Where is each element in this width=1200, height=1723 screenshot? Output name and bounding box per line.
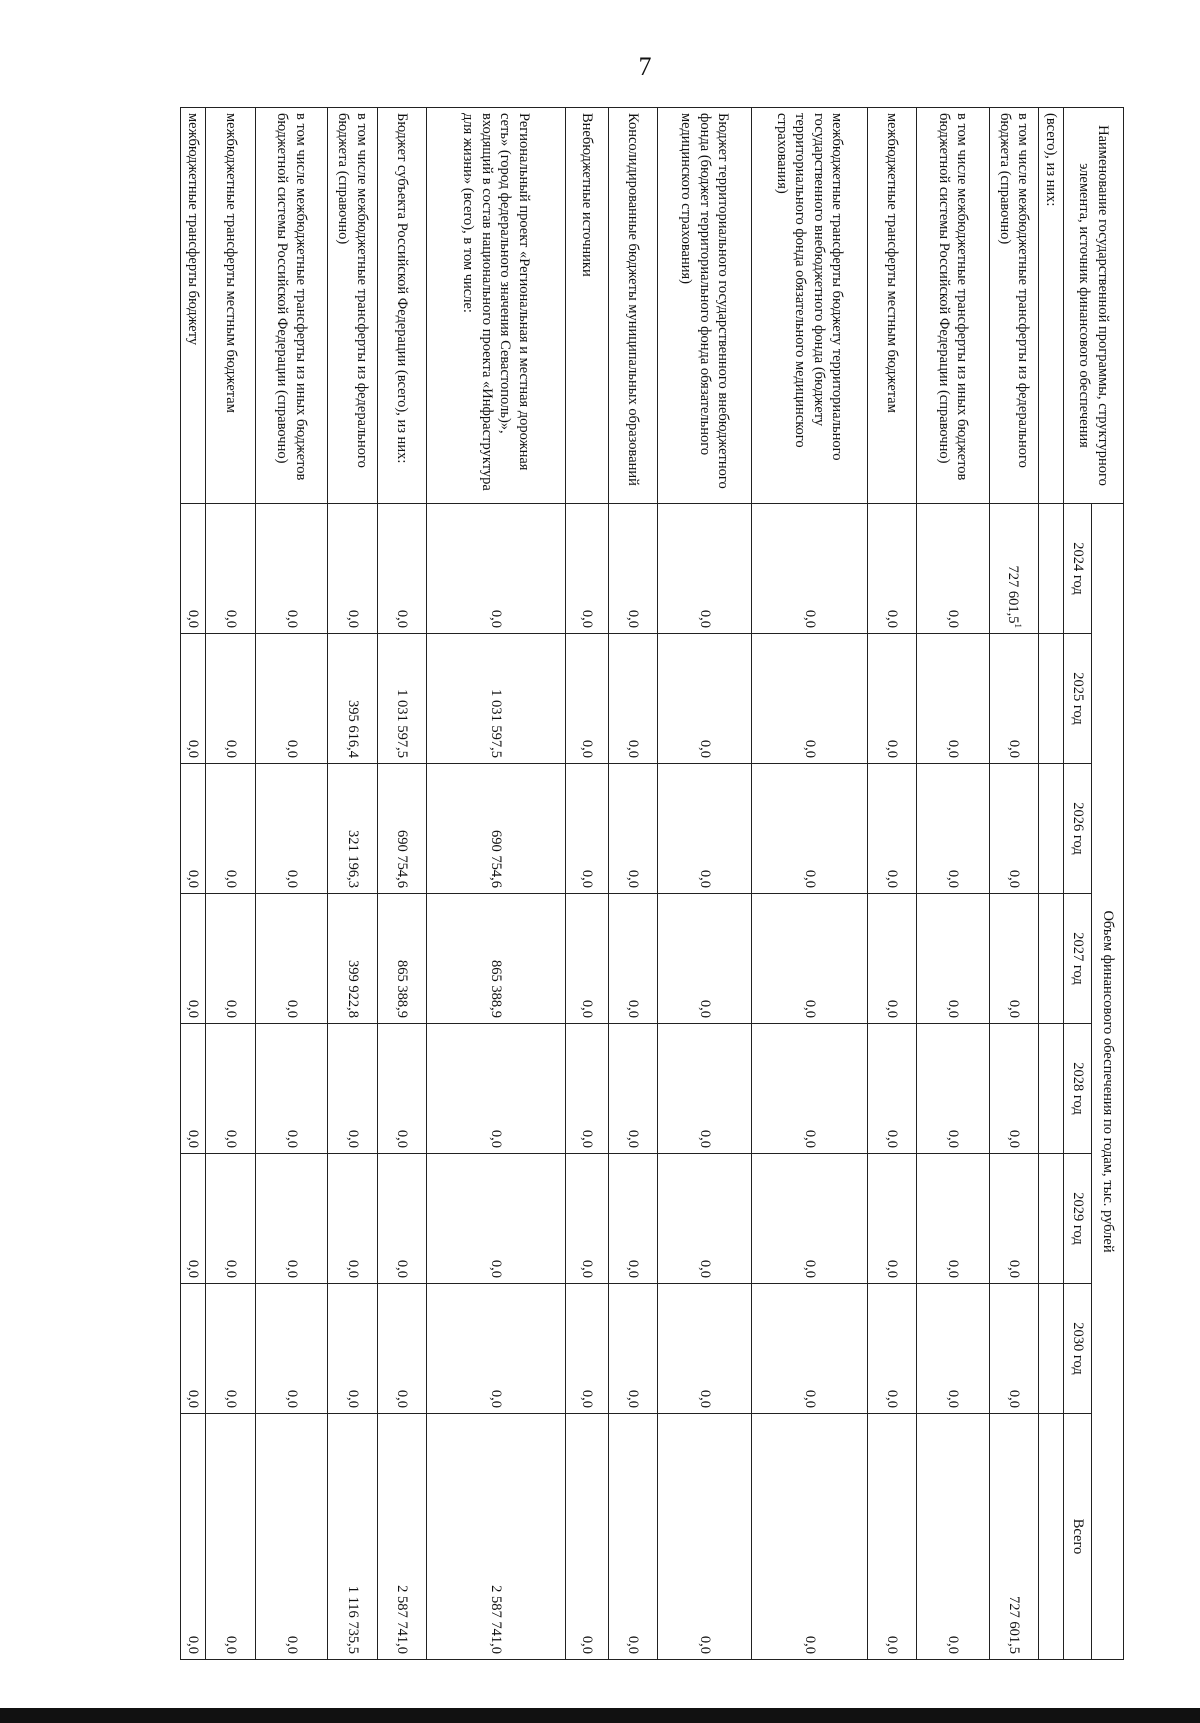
value-text: 0,0 [222,1129,239,1148]
value-text: 2 587 741,0 [488,1585,505,1655]
value-text: 0,0 [944,1259,961,1278]
value-text: 0,0 [625,1259,642,1278]
value-cell [989,504,1038,634]
value-text: 690 754,6 [488,830,505,888]
table-row [657,108,751,1660]
value-cell [426,1024,565,1154]
value-cell [608,504,657,634]
value-cell [1038,1154,1063,1284]
value-text: 0,0 [579,739,596,758]
value-cell [752,1284,868,1414]
value-text: 0,0 [185,1129,202,1148]
value-cell [657,504,751,634]
value-cell [867,1024,916,1154]
value-cell [916,1414,989,1660]
value-cell [916,1024,989,1154]
value-text: 0,0 [222,1389,239,1408]
value-cell [328,1284,377,1414]
value-text: 0,0 [696,609,713,628]
table-row [181,108,206,1660]
row-name-cell: Внебюджетные источники [565,108,608,504]
value-text: 2 587 741,0 [393,1585,410,1655]
value-cell [255,634,328,764]
value-cell [426,894,565,1024]
header-year-2028: 2028 год [1064,1024,1092,1154]
row-name-cell: Бюджет территориального государственного внебюджетного фонда (бюджет территориального фонда обязательного медицинского страхования) [657,108,751,504]
value-cell [1038,1414,1063,1660]
value-text: 0,0 [283,1129,300,1148]
value-cell [565,1154,608,1284]
value-text: 0,0 [696,1389,713,1408]
value-text: 0,0 [944,609,961,628]
value-cell [426,634,565,764]
page-number: 7 [638,52,652,81]
value-cell [426,1284,565,1414]
table-row [328,108,377,1660]
value-cell [426,1154,565,1284]
table-row [377,108,426,1660]
value-cell [752,1024,868,1154]
row-name-cell: межбюджетные трансферты бюджету территориального государственного внебюджетного фонда (бюджету территориального фонда обязательного медицинского страхования) [752,108,868,504]
value-text: 0,0 [579,1389,596,1408]
value-cell [181,634,206,764]
value-text: 0,0 [1005,1389,1022,1408]
value-text: 0,0 [185,739,202,758]
value-text: 399 922,8 [344,960,361,1018]
value-cell [565,1024,608,1154]
value-text: 0,0 [185,1635,202,1655]
table-row [206,108,255,1660]
value-text: 0,0 [1005,999,1022,1018]
value-cell [328,634,377,764]
value-text: 0,0 [283,1389,300,1408]
value-text: 0,0 [884,609,900,628]
value-cell [989,894,1038,1024]
value-text: 1 031 597,5 [393,689,410,758]
value-text: 0,0 [696,1129,713,1148]
value-cell [916,504,989,634]
value-text: 0,0 [488,1389,505,1408]
row-name-cell: межбюджетные трансферты местным бюджетам [206,108,255,504]
value-cell [657,1284,751,1414]
value-text: 0,0 [884,1635,900,1655]
header-group: Объем финансового обеспечения по годам, тыс. рублей [1092,504,1124,1660]
value-text: 0,0 [801,1635,818,1655]
value-text: 0,0 [801,739,818,758]
value-cell [1038,634,1063,764]
table-row [608,108,657,1660]
value-cell [867,1414,916,1660]
value-text: 0,0 [801,1259,818,1278]
value-cell [867,634,916,764]
value-cell [377,1284,426,1414]
header-year-2025: 2025 год [1064,634,1092,764]
value-cell [255,1154,328,1284]
value-text: 0,0 [488,1259,505,1278]
value-cell [867,764,916,894]
value-cell [1038,1284,1063,1414]
value-text: 0,0 [1005,739,1022,758]
value-text: 0,0 [625,1389,642,1408]
row-name-cell: Региональный проект «Региональная и местная дорожная сеть» (город федерального значения Севастополь)», входящий в состав национального проекта «Инфраструктура для жизни» (всего), в том числе: [426,108,565,504]
value-cell [1038,504,1063,634]
value-text: 0,0 [944,1635,961,1655]
value-text: 0,0 [801,609,818,628]
row-name-cell: Бюджет субъекта Российской Федерации (всего), из них: [377,108,426,504]
value-cell [608,1024,657,1154]
value-cell [1038,764,1063,894]
value-text: 0,0 [801,999,818,1018]
value-cell [181,894,206,1024]
table-row [989,108,1038,1660]
value-cell [608,1414,657,1660]
value-text: 0,0 [185,999,202,1018]
value-cell [657,1024,751,1154]
value-text: 0,0 [625,869,642,888]
value-cell [206,1024,255,1154]
value-cell [916,1154,989,1284]
value-cell [867,1154,916,1284]
value-text: 0,0 [222,869,239,888]
value-text: 0,0 [222,1259,239,1278]
value-text: 0,0 [488,609,505,628]
value-text: 0,0 [944,1389,961,1408]
value-cell [752,764,868,894]
value-cell [181,1154,206,1284]
value-cell [657,894,751,1024]
value-cell [752,504,868,634]
value-text: 0,0 [185,1259,202,1278]
value-cell [916,1284,989,1414]
value-cell [989,1024,1038,1154]
value-cell [328,1024,377,1154]
value-text: 727 601,5 [1005,1596,1022,1655]
value-cell [657,1414,751,1660]
row-name-cell: в том числе межбюджетные трансферты из иных бюджетов бюджетной системы Российской Федерации (справочно) [255,108,328,504]
value-text: 0,0 [222,999,239,1018]
value-cell [255,1284,328,1414]
value-text: 0,0 [884,739,900,758]
value-text: 0,0 [344,609,361,628]
table-row [255,108,328,1660]
value-text: 0,0 [801,869,818,888]
value-cell [181,764,206,894]
value-cell [328,1414,377,1660]
value-text: 727 601,5 [1005,565,1022,624]
value-cell [328,1154,377,1284]
value-text: 0,0 [1005,1259,1022,1278]
row-name-cell: межбюджетные трансферты местным бюджетам [867,108,916,504]
value-text: 0,0 [283,739,300,758]
value-cell [255,504,328,634]
value-cell [255,1024,328,1154]
value-text: 0,0 [222,1635,239,1655]
header-year-2027: 2027 год [1064,894,1092,1024]
value-text: 0,0 [185,609,202,628]
value-cell [426,764,565,894]
value-text: 0,0 [222,609,239,628]
row-name-cell: в том числе межбюджетные трансферты из федерального бюджета (справочно) [989,108,1038,504]
value-text: 0,0 [579,1259,596,1278]
table-row [752,108,868,1660]
table-body [181,108,1064,1660]
header-year-2030: 2030 год [1064,1284,1092,1414]
value-cell [426,1414,565,1660]
value-cell [867,504,916,634]
value-text: 0,0 [696,869,713,888]
value-text: 865 388,9 [393,960,410,1018]
value-cell [255,1414,328,1660]
value-cell [608,894,657,1024]
value-text: 0,0 [884,1129,900,1148]
value-cell [989,1284,1038,1414]
value-text: 1 031 597,5 [488,689,505,758]
value-cell [377,894,426,1024]
header-name-column: Наименование государственной программы, структурного элемента, источник финансового обеспечения [1064,108,1124,504]
value-text: 0,0 [884,1259,900,1278]
value-text: 0,0 [625,739,642,758]
value-text: 1 116 735,5 [344,1585,361,1655]
value-cell [565,764,608,894]
value-text: 0,0 [579,1129,596,1148]
header-total: Всего [1064,1414,1092,1660]
value-cell [206,1414,255,1660]
value-cell [377,1154,426,1284]
value-cell [752,894,868,1024]
value-cell [206,634,255,764]
value-cell [916,894,989,1024]
value-text: 0,0 [579,869,596,888]
value-cell [916,634,989,764]
table-row [1038,108,1063,1660]
value-cell [377,1414,426,1660]
value-cell [426,504,565,634]
value-cell [181,1024,206,1154]
value-text: 0,0 [1005,869,1022,888]
table-row [867,108,916,1660]
rotated-table-container [180,107,1124,1659]
value-cell [565,1414,608,1660]
value-text: 0,0 [696,1259,713,1278]
value-cell [989,1414,1038,1660]
value-cell [255,894,328,1024]
value-text: 0,0 [625,609,642,628]
value-text: 0,0 [393,1129,410,1148]
value-cell [181,504,206,634]
value-text: 690 754,6 [393,830,410,888]
value-text: 0,0 [283,999,300,1018]
value-cell [377,764,426,894]
value-text: 0,0 [1005,1129,1022,1148]
value-text: 0,0 [185,869,202,888]
value-cell [1038,894,1063,1024]
value-text: 0,0 [344,1389,361,1408]
value-cell [657,764,751,894]
value-cell [752,1154,868,1284]
value-cell [206,1284,255,1414]
table-row [916,108,989,1660]
value-text: 0,0 [393,609,410,628]
value-cell [657,634,751,764]
value-cell [328,894,377,1024]
value-text: 0,0 [185,1389,202,1408]
value-cell [255,764,328,894]
value-text: 395 616,4 [344,700,361,758]
value-text: 0,0 [944,999,961,1018]
row-name-cell: в том числе межбюджетные трансферты из федерального бюджета (справочно) [328,108,377,504]
row-name-cell: Консолидированные бюджеты муниципальных образований [608,108,657,504]
value-cell [206,894,255,1024]
value-text: 0,0 [625,1635,642,1655]
value-text: 0,0 [801,1389,818,1408]
value-cell [916,764,989,894]
value-text: 0,0 [696,1635,713,1655]
value-text: 865 388,9 [488,960,505,1018]
value-text: 0,0 [283,1259,300,1278]
value-text: 0,0 [222,739,239,758]
value-text: 0,0 [579,999,596,1018]
value-text: 0,0 [884,999,900,1018]
value-text: 0,0 [393,1389,410,1408]
financing-table [180,107,1124,1660]
value-cell [377,634,426,764]
value-cell [377,504,426,634]
value-cell [657,1154,751,1284]
value-cell [206,764,255,894]
value-cell [181,1414,206,1660]
value-text: 0,0 [283,1635,300,1655]
value-cell [377,1024,426,1154]
value-cell [206,1154,255,1284]
value-text: 321 196,3 [344,830,361,888]
value-cell [867,894,916,1024]
value-cell [565,894,608,1024]
value-text: 0,0 [393,1259,410,1278]
header-year-2026: 2026 год [1064,764,1092,894]
value-text: 0,0 [696,999,713,1018]
value-text: 0,0 [625,999,642,1018]
value-cell [752,634,868,764]
value-cell [989,1154,1038,1284]
row-name-cell: (всего), из них: [1038,108,1063,504]
value-cell [206,504,255,634]
value-text: 0,0 [283,869,300,888]
value-text: 0,0 [944,739,961,758]
value-text: 0,0 [944,869,961,888]
value-cell [328,504,377,634]
value-cell [608,1284,657,1414]
value-cell [565,634,608,764]
value-text: 0,0 [696,739,713,758]
value-text: 0,0 [344,1129,361,1148]
value-cell [989,764,1038,894]
value-cell [328,764,377,894]
value-cell [608,634,657,764]
scan-bottom-edge [0,1708,1200,1723]
footnote-mark: 1 [1013,623,1024,628]
value-text: 0,0 [344,1259,361,1278]
row-name-cell: в том числе межбюджетные трансферты из иных бюджетов бюджетной системы Российской Федерации (справочно) [916,108,989,504]
value-cell [608,1154,657,1284]
header-year-2024: 2024 год [1064,504,1092,634]
value-cell [181,1284,206,1414]
value-text: 0,0 [884,1389,900,1408]
value-cell [565,1284,608,1414]
value-cell [608,764,657,894]
value-text: 0,0 [283,609,300,628]
table-row [426,108,565,1660]
value-cell [752,1414,868,1660]
value-text: 0,0 [801,1129,818,1148]
value-text: 0,0 [488,1129,505,1148]
value-text: 0,0 [944,1129,961,1148]
table-row [565,108,608,1660]
value-text: 0,0 [579,1635,596,1655]
value-text: 0,0 [884,869,900,888]
value-text: 0,0 [579,609,596,628]
value-cell [867,1284,916,1414]
value-cell [989,634,1038,764]
header-year-2029: 2029 год [1064,1154,1092,1284]
value-cell [1038,1024,1063,1154]
row-name-cell: межбюджетные трансферты бюджету [181,108,206,504]
value-text: 0,0 [625,1129,642,1148]
value-cell [565,504,608,634]
